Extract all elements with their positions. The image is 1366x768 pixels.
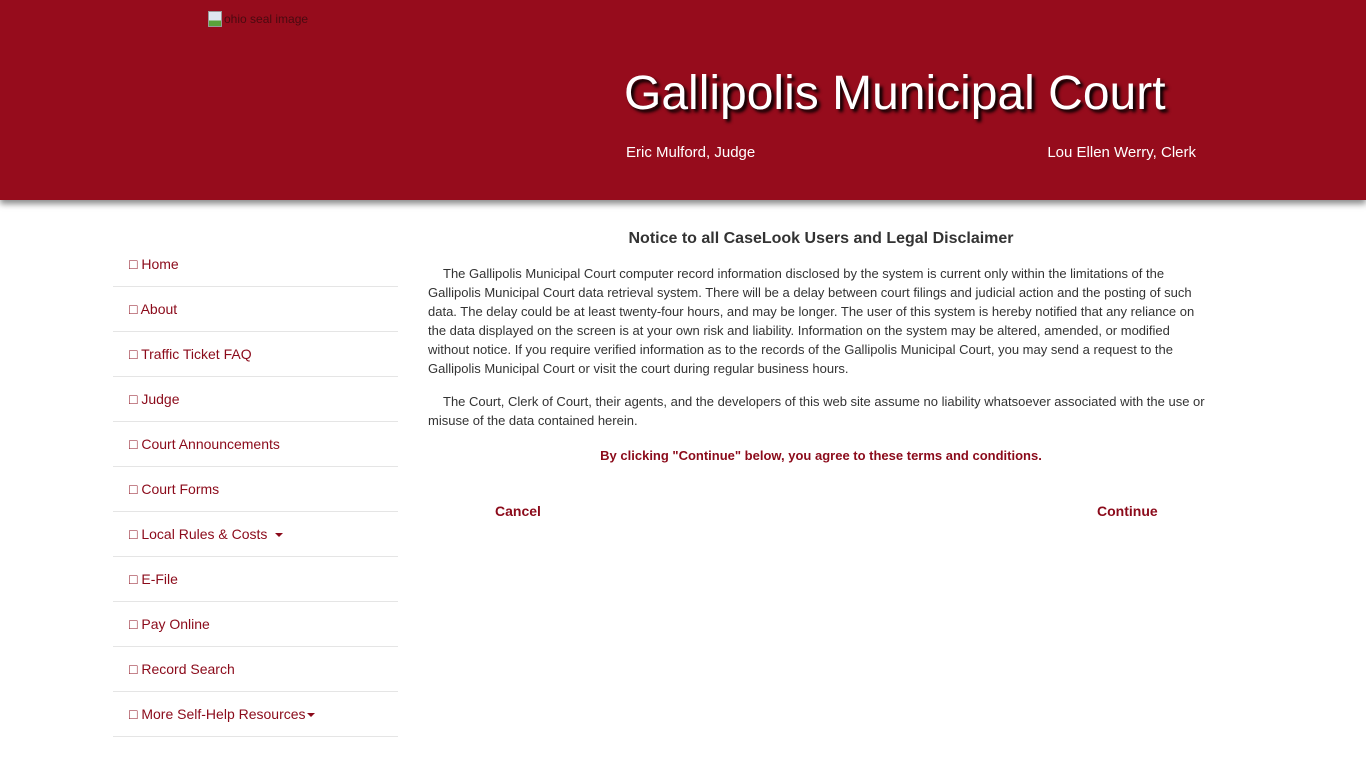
cancel-button[interactable]: Cancel [495, 503, 541, 519]
broken-image-icon [208, 11, 222, 27]
nav-more-self-help[interactable] [113, 692, 398, 737]
nav-label: E-File [141, 571, 178, 587]
nav-e-file[interactable] [113, 557, 398, 602]
nav-label: Home [141, 256, 179, 272]
nav-judge[interactable] [113, 377, 398, 422]
nav-label: Local Rules & Costs [141, 526, 268, 542]
nav-label: Pay Online [141, 616, 210, 632]
nav-about[interactable] [113, 287, 398, 332]
agreement-notice: By clicking "Continue" below, you agree to these terms and conditions. [600, 448, 1042, 463]
nav-icon: □ [129, 346, 138, 362]
nav-label: More Self-Help Resources [141, 706, 306, 722]
nav-label: Court Forms [141, 481, 220, 497]
nav-icon: □ [129, 256, 138, 272]
nav-home[interactable] [113, 242, 398, 287]
court-title: Gallipolis Municipal Court [624, 67, 1166, 120]
ohio-seal-image [208, 11, 308, 27]
nav-icon: □ [129, 571, 138, 587]
seal-alt-text: ohio seal image [224, 12, 309, 26]
nav-local-rules-costs[interactable] [113, 512, 398, 557]
site-header [0, 0, 1366, 200]
nav-court-forms[interactable] [113, 467, 398, 512]
continue-button[interactable]: Continue [1097, 503, 1158, 519]
clerk-name: Lou Ellen Werry, Clerk [1047, 144, 1196, 161]
nav-icon: □ [129, 661, 138, 677]
disclaimer-paragraph: The Gallipolis Municipal Court computer record information disclosed by the system is current only within the limitations of the Gallipolis Municipal Court data retrieval system. There will be a delay between court filings and judicial action and the posting of such data. The delay could be at least twenty-four hours, and may be longer. The user of this system is hereby notified that any reliance on the data displayed on the screen is at your own risk and liability. Information on the system may be altered, amended, or modified without notice. If you require verified information as to the records of the Gallipolis Municipal Court, you may send a request to the Gallipolis Municipal Court or visit the court during regular business hours. [428, 266, 1195, 376]
caret-down-icon [275, 533, 283, 537]
nav-traffic-ticket-faq[interactable] [113, 332, 398, 377]
judge-name: Eric Mulford, Judge [626, 144, 756, 161]
nav-record-search[interactable] [113, 647, 398, 692]
nav-icon: □ [129, 391, 138, 407]
nav-label: Record Search [141, 661, 235, 677]
caret-down-icon [307, 713, 315, 717]
page-title: Notice to all CaseLook Users and Legal Disclaimer [628, 230, 1014, 247]
nav-label: About [140, 301, 178, 317]
nav-icon: □ [129, 616, 138, 632]
sidebar-nav [113, 242, 398, 737]
nav-pay-online[interactable] [113, 602, 398, 647]
nav-icon: □ [129, 526, 138, 542]
nav-label: Traffic Ticket FAQ [141, 346, 252, 362]
liability-paragraph: The Court, Clerk of Court, their agents, and the developers of this web site assume no liability whatsoever associated with the use or misuse of the data contained herein. [428, 394, 1205, 428]
nav-icon: □ [129, 301, 138, 317]
disclaimer-content [428, 230, 1214, 543]
nav-icon: □ [129, 706, 138, 722]
nav-label: Judge [141, 391, 180, 407]
nav-icon: □ [129, 436, 138, 452]
nav-icon: □ [129, 481, 138, 497]
nav-court-announcements[interactable] [113, 422, 398, 467]
nav-label: Court Announcements [141, 436, 280, 452]
